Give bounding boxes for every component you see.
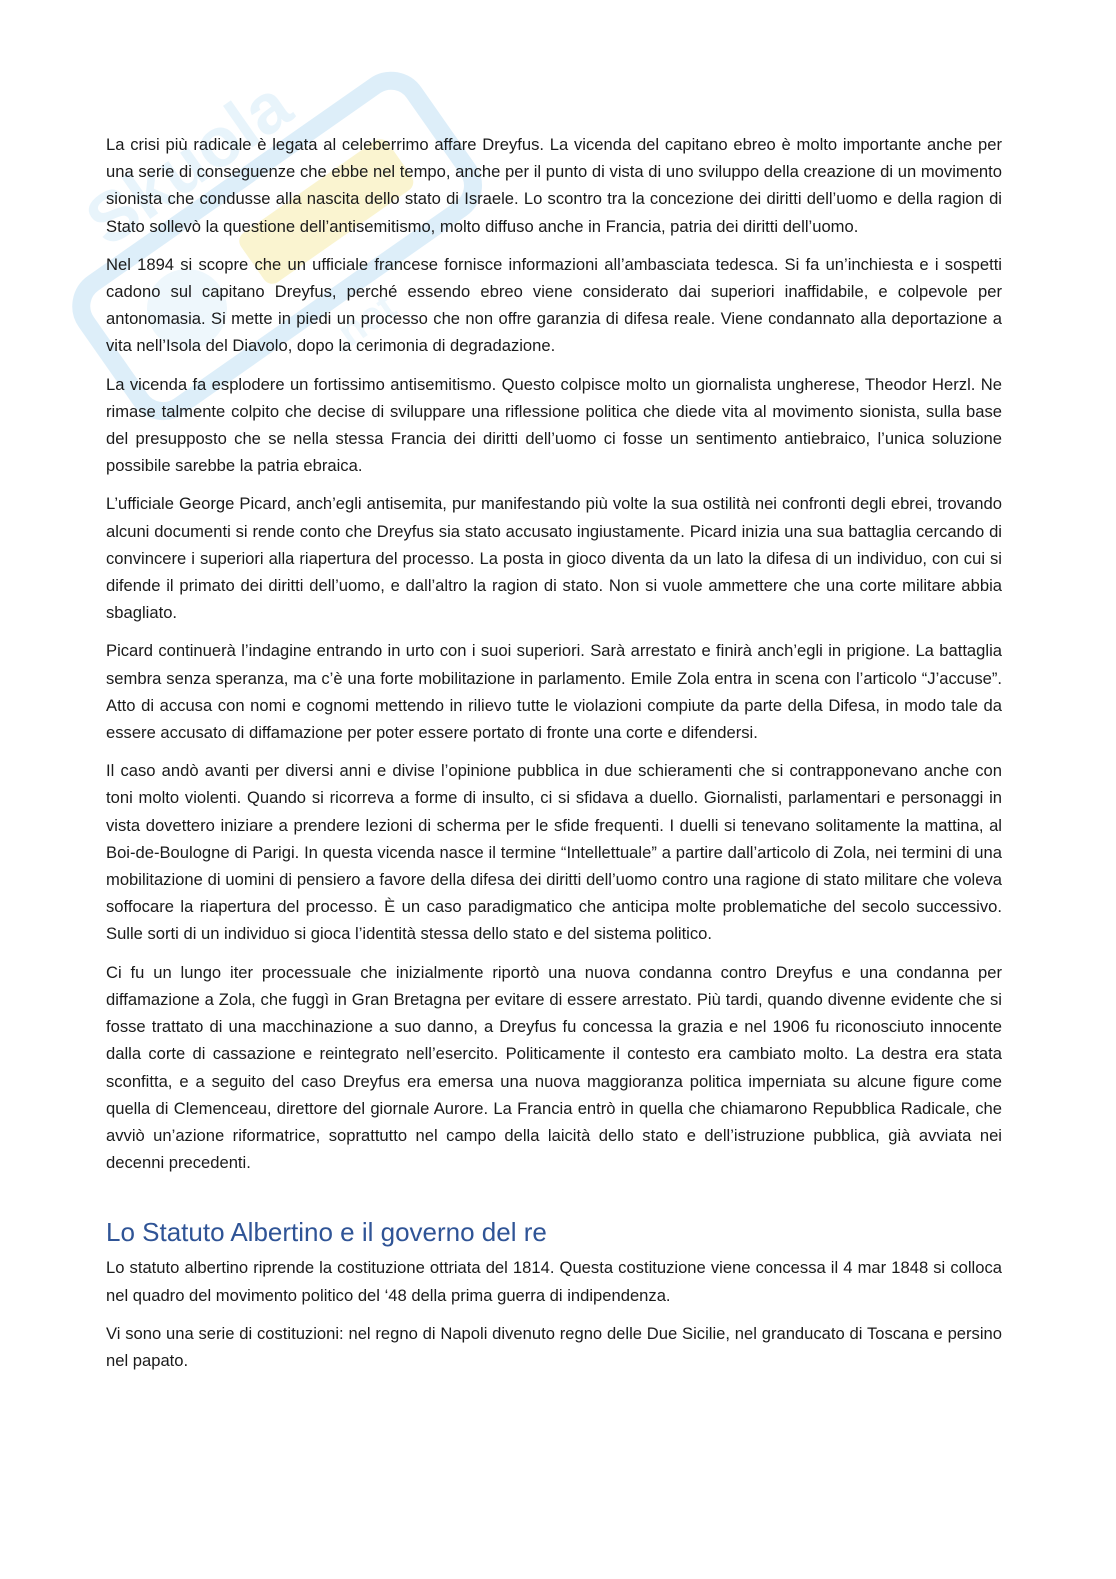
paragraph-herzl: La vicenda fa esplodere un fortissimo antisemitismo. Questo colpisce molto un giornalista ungherese, Theodor Herzl. Ne rimase talmente colpito che decise di sviluppare una riflessione politica che diede vita al movimento sionista, sulla base del presupposto che se nella stessa Francia dei diritti dell’uomo ci fosse un sentimento antiebraico, l’unica soluzione possibile sarebbe la patria ebraica. xyxy=(106,374,1002,476)
section-heading: Lo Statuto Albertino e il governo del re xyxy=(106,1217,547,1248)
paragraph-intellettuale: Il caso andò avanti per diversi anni e divise l’opinione pubblica in due schieramenti che si contrapponevano anche con toni molto violenti. Quando si ricorreva a forme di insulto, ci si sfidava a duello. Giornalisti, parlamentari e personaggi in vista dovettero iniziare a prendere lezioni di scherma per le sfide frequenti. I duelli si tenevano solitamente la mattina, al Boi-de-Boulogne di Parigi. In questa vicenda nasce il termine “Intellettuale” a partire dall’articolo di Zola, nei termini di una mobilitazione di uomini di pensiero a favore della difesa dei diritti dell’uomo contro una ragione di stato militare che voleva soffocare la riapertura del processo. È un caso paradigmatico che anticipa molte problematiche del secolo successivo. Sulle sorti di un individuo si gioca l’identità stessa dello stato e del sistema politico. xyxy=(106,761,1002,944)
paragraph-costituzioni: Vi sono una serie di costituzioni: nel regno di Napoli divenuto regno delle Due Sicilie, nel granducato di Toscana e persino nel papato. xyxy=(106,1323,1002,1370)
document-page xyxy=(106,131,1002,1385)
paragraph-repubblica-radicale: Ci fu un lungo iter processuale che inizialmente riportò una nuova condanna contro Dreyfus e una condanna per diffamazione a Zola, che fuggì in Gran Bretagna per evitare di essere arrestato. Più tardi, quando divenne evidente che si fosse trattato di una macchinazione a suo danno, a Dreyfus fu concessa la grazia e nel 1906 fu riconosciuto innocente dalla corte di cassazione e reintegrato nell’esercito. Politicamente il contesto era cambiato molto. La destra era stata sconfitta, e a seguito del caso Dreyfus era emersa una nuova maggioranza politica imperniata su alcune figure come quella di Clemenceau, direttore del giornale Aurore. La Francia entrò in quella che chiamarono Repubblica Radicale, che avviò un’azione riformatrice, soprattutto nel campo della laicità dello stato e dell’istruzione pubblica, già avviata nei decenni precedenti. xyxy=(106,962,1002,1173)
paragraph-dreyfus-intro: La crisi più radicale è legata al celeberrimo affare Dreyfus. La vicenda del capitano ebreo è molto importante anche per una serie di conseguenze che ebbe nel tempo, anche per il punto di vista di uno sviluppo della creazione di un movimento sionista che condusse alla nascita dello stato di Israele. Lo scontro tra la concezione dei diritti dell’uomo e della ragion di Stato sollevò la questione dell’antisemitismo, molto diffuso anche in Francia, patria dei diritti dell’uomo. xyxy=(106,135,1002,236)
paragraph-picard: L’ufficiale George Picard, anch’egli antisemita, pur manifestando più volte la sua ostilità nei confronti degli ebrei, trovando alcuni documenti si rende conto che Dreyfus sia stato accusato ingiustamente. Picard inizia una sua battaglia cercando di convincere i superiori alla riapertura del processo. La posta in gioco diventa da un lato la difesa di un individuo, con cui si difende il primato dei diritti dell’uomo, e dall’altro la ragion di stato. Non si vuole ammettere che una corte militare abbia sbagliato. xyxy=(106,494,1002,623)
svg-text:.net: .net xyxy=(320,284,405,362)
paragraph-statuto: Lo statuto albertino riprende la costituzione ottriata del 1814. Questa costituzione viene concessa il 4 mar 1848 si colloca nel quadro del movimento politico del ‘48 della prima guerra di indipendenza. xyxy=(106,1258,1002,1305)
paragraph-zola: Picard continuerà l’indagine entrando in urto con i suoi superiori. Sarà arrestato e finirà anch’egli in prigione. La battaglia sembra senza speranza, ma c’è una forte mobilitazione in parlamento. Emile Zola entra in scena con l’articolo “J’accuse”. Atto di accusa con nomi e cognomi mettendo in rilievo tutte le violazioni compiute da parte della Difesa, in modo tale da essere accusato di diffamazione per poter essere portato di fronte una corte e difendersi. xyxy=(106,641,1002,743)
svg-text:Skuola: Skuola xyxy=(71,65,305,261)
paragraph-1894: Nel 1894 si scopre che un ufficiale francese fornisce informazioni all’ambasciata tedesca. Si fa un’inchiesta e i sospetti cadono sul capitano Dreyfus, perché essendo ebreo viene considerato dai superiori inaffidabile, e colpevole per antonomasia. Si mette in piedi un processo che non offre garanzia di difesa reale. Viene condannato alla deportazione a vita nell’Isola del Diavolo, dopo la cerimonia di degradazione. xyxy=(106,254,1002,356)
